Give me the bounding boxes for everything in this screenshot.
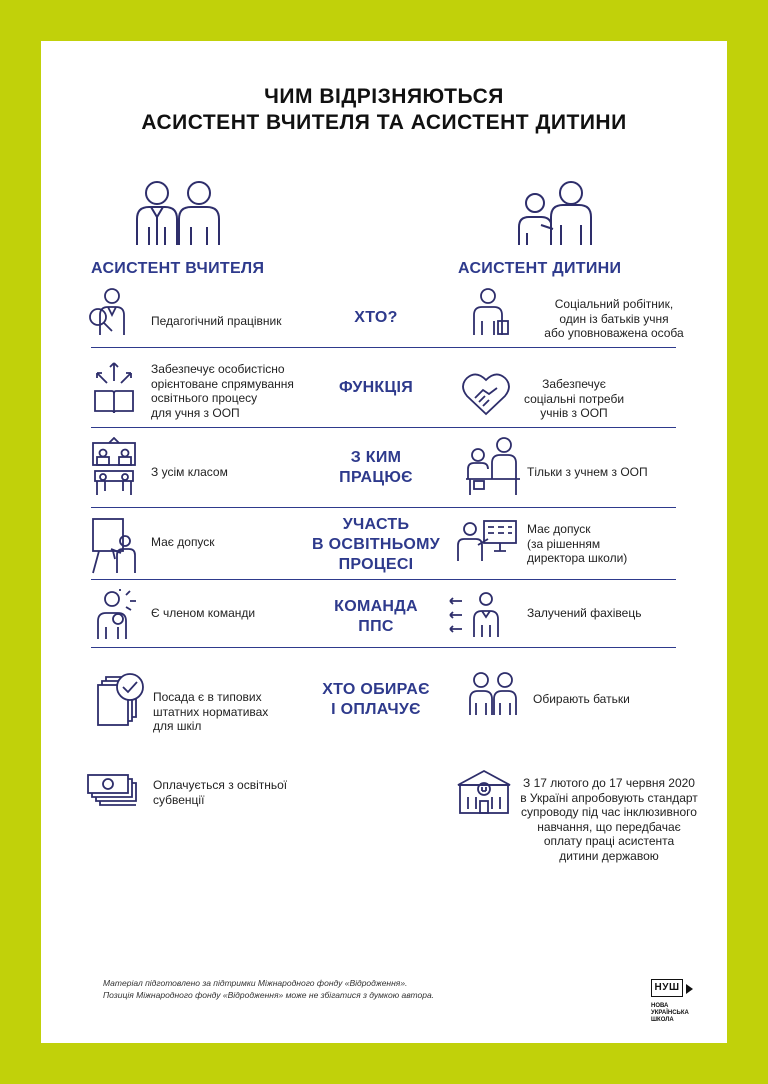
row5-left-text: Є членом команди [151, 606, 256, 620]
teacher-at-board-icon [91, 517, 137, 575]
parents-icon [468, 671, 518, 717]
row3-left-text: З усім класом [151, 465, 228, 479]
divider-3 [91, 507, 676, 508]
adult-child-icon [511, 181, 601, 247]
row2-right-text: Забезпечує соціальні потреби учнів з ООП [523, 377, 625, 420]
team-member-badge-icon [96, 589, 138, 641]
open-book-arrows-icon [91, 361, 137, 413]
row1-left-text: Педагогічний працівник [151, 314, 282, 328]
nush-logo: НУШ [651, 979, 683, 997]
row4-left-text: Має допуск [151, 535, 215, 549]
row6-question: ХТО ОБИРАЄ І ОПЛАЧУЄ [322, 681, 430, 718]
row1-question: ХТО? [354, 309, 398, 326]
row7-left-text: Оплачується з освітньої субвенції [153, 778, 288, 807]
footer-note: Матеріал підготовлено за підтримки Міжнародного фонду «Відродження». Позиція Міжнародного фонду «Відродження» може не збігатися з думкою автора. [103, 978, 435, 1000]
row5-question: КОМАНДА ППС [334, 598, 418, 635]
checked-documents-icon [96, 671, 146, 729]
invited-specialist-icon [446, 591, 508, 639]
presenter-screen-icon [456, 519, 518, 563]
title-line-1: ЧИМ ВІДРІЗНЯЮТЬСЯ [264, 85, 504, 108]
row1-right-text: Соціальний робітник, один із батьків учня або уповноважена особа [544, 297, 684, 340]
social-worker-icon [468, 287, 514, 337]
row2-left-text: Забезпечує особистісно орієнтоване спрямування освітнього процесу для учня з ООП [151, 362, 294, 420]
child-assistant-heading: АСИСТЕНТ ДИТИНИ [458, 260, 622, 277]
divider-4 [91, 579, 676, 580]
two-teachers-icon [133, 179, 223, 247]
divider-1 [91, 347, 676, 348]
heart-handshake-icon [461, 372, 511, 416]
nush-logo-caption: НОВА УКРАЇНСЬКА ШКОЛА [651, 1003, 689, 1023]
row4-right-text: Має допуск (за рішенням директора школи) [527, 522, 628, 565]
money-stack-icon [86, 773, 138, 809]
row3-right-text: Тільки з учнем з ООП [527, 465, 648, 479]
classroom-icon [91, 437, 137, 497]
row3-question: З КИМ ПРАЦЮЄ [339, 449, 413, 486]
row6-left-text: Посада є в типових штатних нормативах для шкіл [153, 690, 269, 733]
teacher-assistant-heading: АСИСТЕНТ ВЧИТЕЛЯ [91, 260, 265, 277]
title-line-2: АСИСТЕНТ ВЧИТЕЛЯ ТА АСИСТЕНТ ДИТИНИ [141, 111, 627, 134]
poster-card [41, 41, 727, 1043]
row4-question: УЧАСТЬ В ОСВІТНЬОМУ ПРОЦЕСІ [312, 516, 440, 573]
divider-2 [91, 427, 676, 428]
nush-logo-arrow-icon [686, 984, 693, 994]
adult-child-desk-icon [464, 437, 522, 497]
divider-5 [91, 647, 676, 648]
teacher-magnifier-icon [86, 287, 132, 337]
row7-right-text: З 17 лютого до 17 червня 2020 в Україні апробовують стандарт супроводу під час інклюзивного навчання, що передбачає оплату праці асистента дитини державою [520, 776, 698, 863]
row5-right-text: Залучений фахівець [527, 606, 642, 620]
government-building-icon [456, 769, 512, 815]
row2-question: ФУНКЦІЯ [338, 379, 414, 396]
row6-right-text: Обирають батьки [533, 692, 630, 706]
